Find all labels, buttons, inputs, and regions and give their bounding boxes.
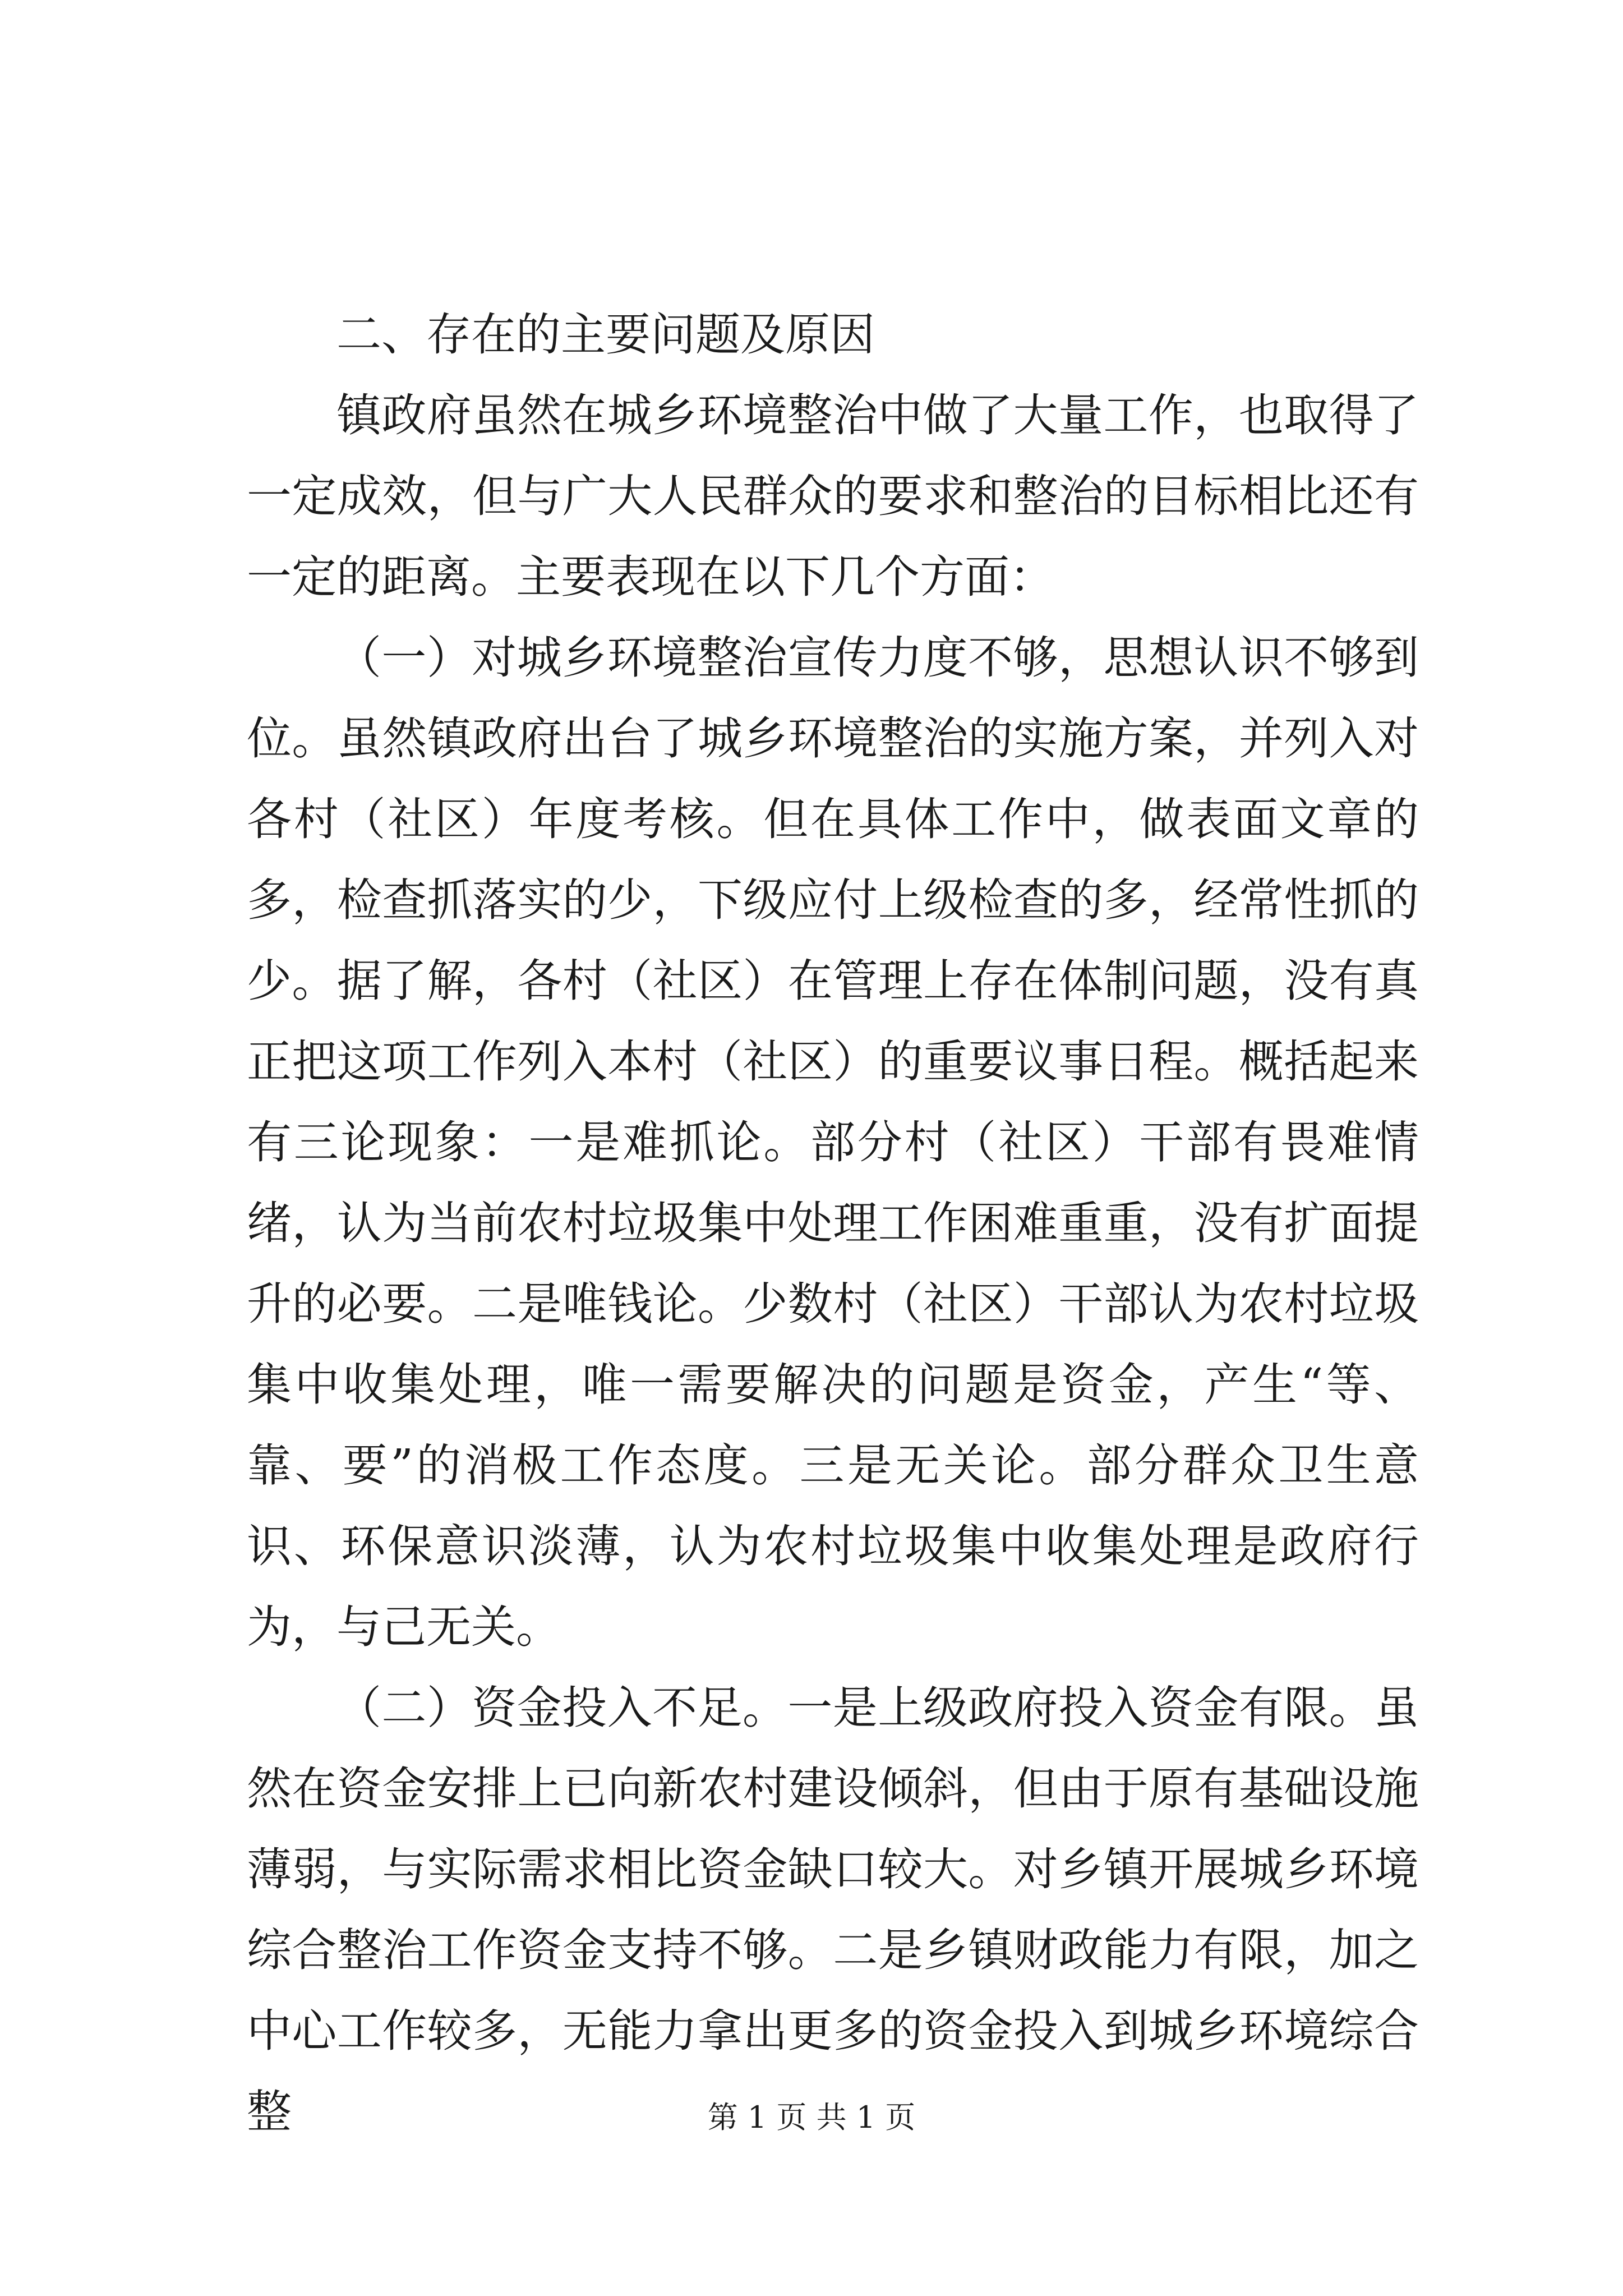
- section-heading: 二、存在的主要问题及原因: [336, 309, 875, 361]
- paragraph-point-2: （二）资金投入不足。一是上级政府投入资金有限。虽然在资金安排上已向新农村建设倾斜，但由于原有基础设施薄弱，与实际需求相比资金缺口较大。对乡镇开展城乡环境综合整治工作资金支持不够。二是乡镇财政能力有限，加之中心工作较多，无能力拿出更多的资金投入到城乡环境综合整: [247, 1682, 1419, 2138]
- paragraph-point-1: （一）对城乡环境整治宣传力度不够，思想认识不够到位。虽然镇政府出台了城乡环境整治的实施方案，并列入对各村（社区）年度考核。但在具体工作中，做表面文章的多，检查抓落实的少，下级应付上级检查的多，经常性抓的少。据了解，各村（社区）在管理上存在体制问题，没有真正把这项工作列入本村（社区）的重要议事日程。概括起来有三论现象：一是难抓论。部分村（社区）干部有畏难情绪，认为当前农村垃圾集中处理工作困难重重，没有扩面提升的必要。二是唯钱论。少数村（社区）干部认为农村垃圾集中收集处理，唯一需要解决的问题是资金，产生“等、靠、要”的消极工作态度。三是无关论。部分群众卫生意识、环保意识淡薄，认为农村垃圾集中收集处理是政府行为，与己无关。: [247, 632, 1419, 1653]
- page-footer: 第 1 页 共 1 页: [707, 2100, 916, 2135]
- paragraph-intro: 镇政府虽然在城乡环境整治中做了大量工作，也取得了一定成效，但与广大人民群众的要求和整治的目标相比还有一定的距离。主要表现在以下几个方面：: [247, 389, 1419, 603]
- document-body: [247, 295, 1419, 2152]
